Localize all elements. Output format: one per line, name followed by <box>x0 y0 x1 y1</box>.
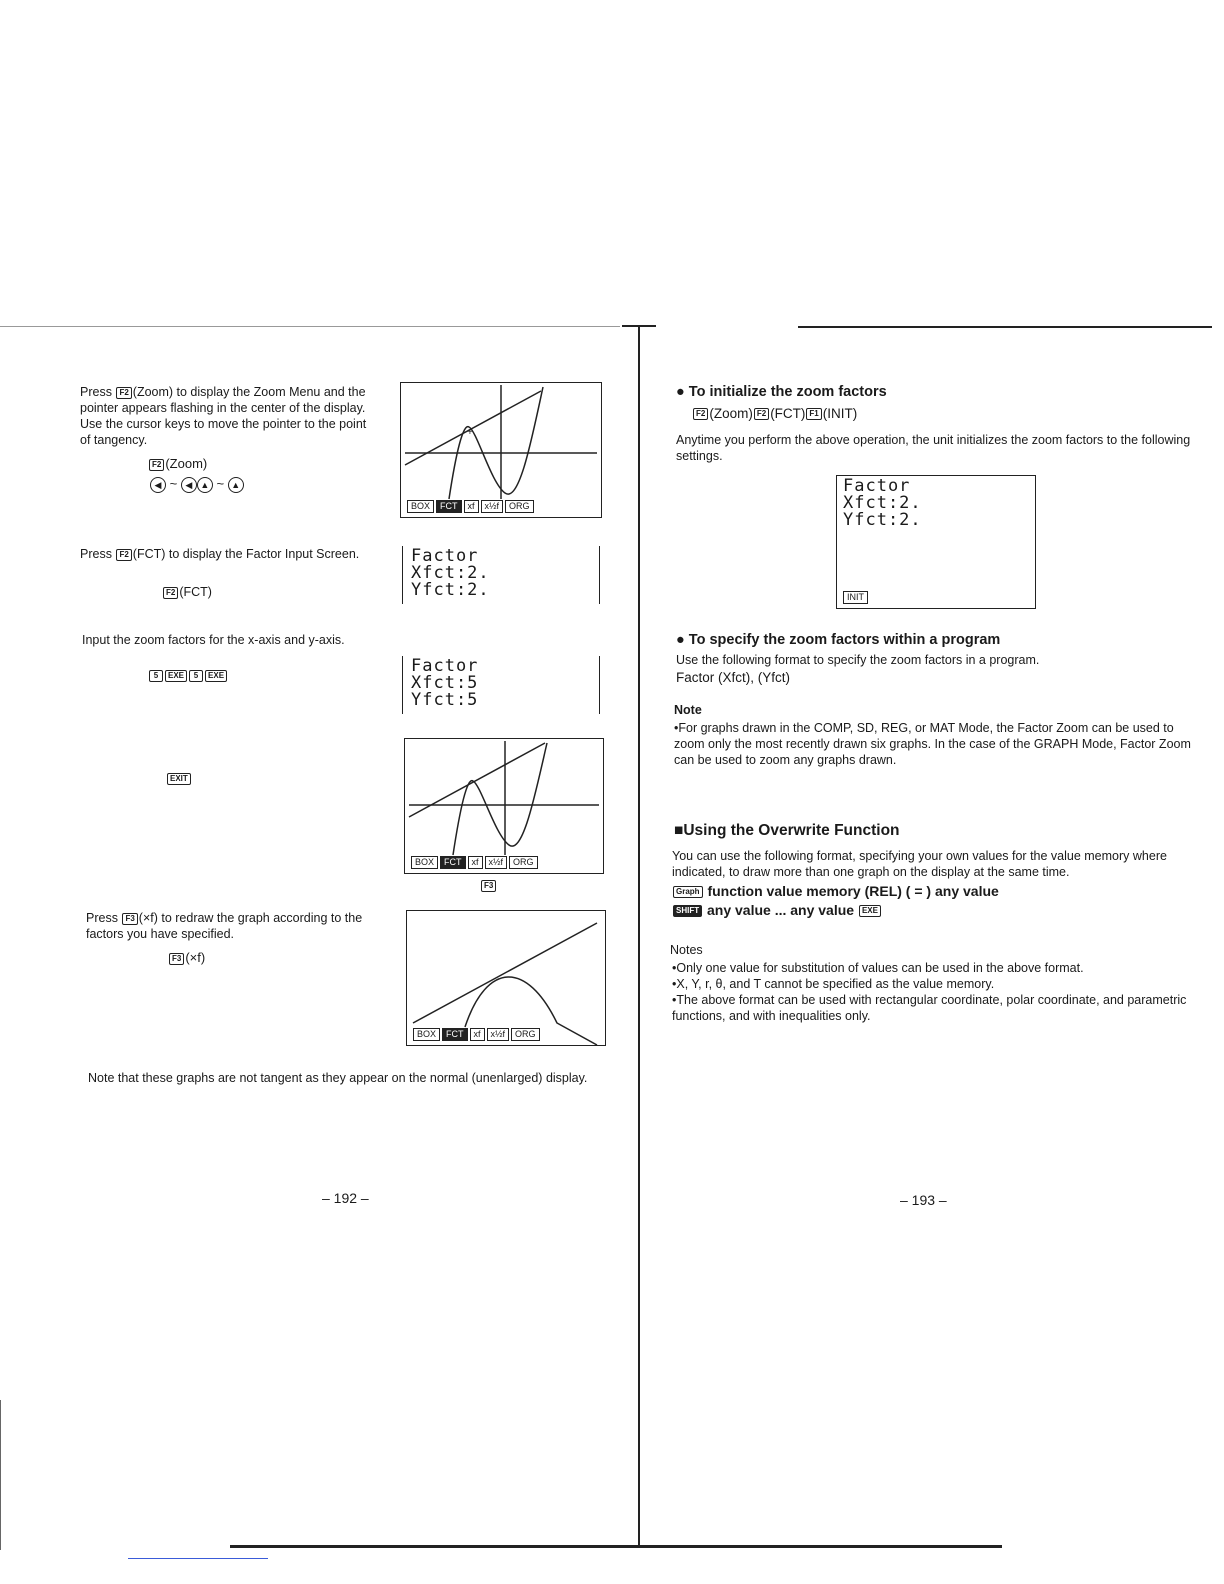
notes-item-1: •Only one value for substitution of values can be used in the above format. <box>672 961 1084 975</box>
graph-screen-3 <box>406 910 606 1046</box>
notes-title: Notes <box>670 943 703 957</box>
factor-line-1: Factor <box>411 656 479 676</box>
factor-line-3: Yfct:2. <box>843 510 922 530</box>
graph-menu <box>413 1028 540 1041</box>
exe-key: EXE <box>205 670 227 682</box>
step2-keyseq: F2 (FCT) <box>162 584 212 600</box>
step4-keyseq: F3 (×f) <box>168 950 205 966</box>
menu-box: BOX <box>413 1028 440 1041</box>
factor-line-2: Xfct:2. <box>843 493 922 513</box>
left-arrow-icon: ◀ <box>150 477 166 493</box>
graph-menu <box>411 856 538 869</box>
section1-text: Anytime you perform the above operation, the unit initializes the zoom factors to the following settings. <box>676 433 1191 463</box>
f2-key: F2 <box>116 387 131 399</box>
left-page-number: – 192 – <box>322 1190 369 1206</box>
section2-heading: ● To specify the zoom factors within a program <box>676 632 1001 648</box>
menu-x-half-f: x½f <box>487 1028 510 1041</box>
menu-box: BOX <box>411 856 438 869</box>
f3-key-row <box>480 877 497 895</box>
menu-org: ORG <box>509 856 538 869</box>
note-title: Note <box>674 703 702 717</box>
section3-text: You can use the following format, specifying your own values for the value memory where indicated, to draw more than one graph on the display at the same time. <box>672 849 1167 879</box>
menu-xf: xf <box>470 1028 485 1041</box>
spine-top-mark <box>622 325 656 327</box>
graph-2-plot <box>405 739 603 873</box>
notes-item-2: •X, Y, r, θ, and T cannot be specified as the value memory. <box>672 977 995 991</box>
spine-line <box>638 326 640 1548</box>
exit-key: EXIT <box>167 773 191 785</box>
notes-item-3: •The above format can be used with rectangular coordinate, polar coordinate, and parametric functions, and with inequalities only. <box>672 993 1187 1023</box>
right-page-number: – 193 – <box>900 1192 947 1208</box>
step4-text: Press F3 (×f) to redraw the graph according to the factors you have specified. <box>86 911 363 941</box>
init-menu <box>843 591 868 604</box>
f3-key: F3 <box>481 880 496 892</box>
factor-line-2: Xfct:2. <box>411 563 490 583</box>
menu-xf: xf <box>468 856 483 869</box>
note-text: •For graphs drawn in the COMP, SD, REG, or MAT Mode, the Factor Zoom can be used to zoom only the most recently drawn six graphs. In the case of the GRAPH Mode, Factor Zoom can be used to zoom any graphs drawn. <box>674 721 1191 767</box>
step2-text: Press F2 (FCT) to display the Factor Input Screen. <box>80 547 360 561</box>
cursor-arrows: ◀ ~ ◀ ▲ ~ ▲ <box>150 476 244 493</box>
step1-text: Press F2 (Zoom) to display the Zoom Menu and the pointer appears flashing in the center of the display. Use the cursor keys to move the pointer to the point of tangency. <box>80 385 367 447</box>
section1-keyseq: F2 (Zoom) F2 (FCT) F1 (INIT) <box>692 406 857 422</box>
f2-key: F2 <box>693 408 708 420</box>
section2-format: Factor (Xfct), (Yfct) <box>676 670 791 685</box>
menu-fct: FCT <box>442 1028 468 1041</box>
graph-screen-1 <box>400 382 602 518</box>
factor-screen-2 <box>402 656 600 714</box>
f2-key: F2 <box>163 587 178 599</box>
key-5: 5 <box>149 670 163 682</box>
left-edge-line <box>0 1400 1 1550</box>
factor-screen-1 <box>402 546 600 604</box>
f2-key: F2 <box>149 459 164 471</box>
section1-heading: ● To initialize the zoom factors <box>676 384 887 400</box>
factor-line-1: Factor <box>411 546 479 566</box>
graph-1-plot <box>401 383 601 517</box>
factor-line-1: Factor <box>843 476 911 496</box>
menu-fct: FCT <box>436 500 462 513</box>
factor-line-3: Yfct:2. <box>411 580 490 600</box>
graph-key: Graph <box>673 886 703 898</box>
menu-org: ORG <box>505 500 534 513</box>
shift-key: SHIFT <box>673 905 702 917</box>
svg-text:+: + <box>467 427 473 438</box>
blue-rule <box>128 1558 268 1559</box>
f3-key: F3 <box>169 953 184 965</box>
up-arrow-icon: ▲ <box>228 477 244 493</box>
menu-fct: FCT <box>440 856 466 869</box>
graph-screen-2 <box>404 738 604 874</box>
f1-key: F1 <box>806 408 821 420</box>
exe-key: EXE <box>859 905 881 917</box>
factor-line-2: Xfct:5 <box>411 673 479 693</box>
graph-menu <box>407 500 534 513</box>
menu-x-half-f: x½f <box>481 500 504 513</box>
section3-format-line1: Graph function value memory (REL) ( = ) any value <box>672 883 999 899</box>
top-rule-right <box>798 326 1212 328</box>
exe-key: EXE <box>165 670 187 682</box>
menu-box: BOX <box>407 500 434 513</box>
menu-init: INIT <box>843 591 868 604</box>
up-arrow-icon: ▲ <box>197 477 213 493</box>
key-5: 5 <box>189 670 203 682</box>
init-screen <box>836 475 1036 609</box>
factor-line-3: Yfct:5 <box>411 690 479 710</box>
menu-xf: xf <box>464 500 479 513</box>
bottom-rule <box>230 1545 1002 1548</box>
menu-x-half-f: x½f <box>485 856 508 869</box>
section3-format-line2: SHIFT any value ... any value EXE <box>672 902 882 918</box>
left-note: Note that these graphs are not tangent as they appear on the normal (unenlarged) display. <box>88 1071 588 1085</box>
section2-text: Use the following format to specify the zoom factors in a program. <box>676 653 1040 667</box>
f2-key: F2 <box>116 549 131 561</box>
f2-key: F2 <box>754 408 769 420</box>
step1-keyseq: F2 (Zoom) <box>148 456 207 472</box>
step3-text: Input the zoom factors for the x-axis and y-axis. <box>82 633 345 647</box>
step3-keys <box>148 667 228 685</box>
section3-heading: ■Using the Overwrite Function <box>674 822 900 839</box>
top-rule-left <box>0 326 620 327</box>
f3-key: F3 <box>122 913 137 925</box>
left-arrow-icon: ◀ <box>181 477 197 493</box>
menu-org: ORG <box>511 1028 540 1041</box>
exit-key-row <box>166 770 192 788</box>
graph-3-plot <box>407 911 605 1045</box>
